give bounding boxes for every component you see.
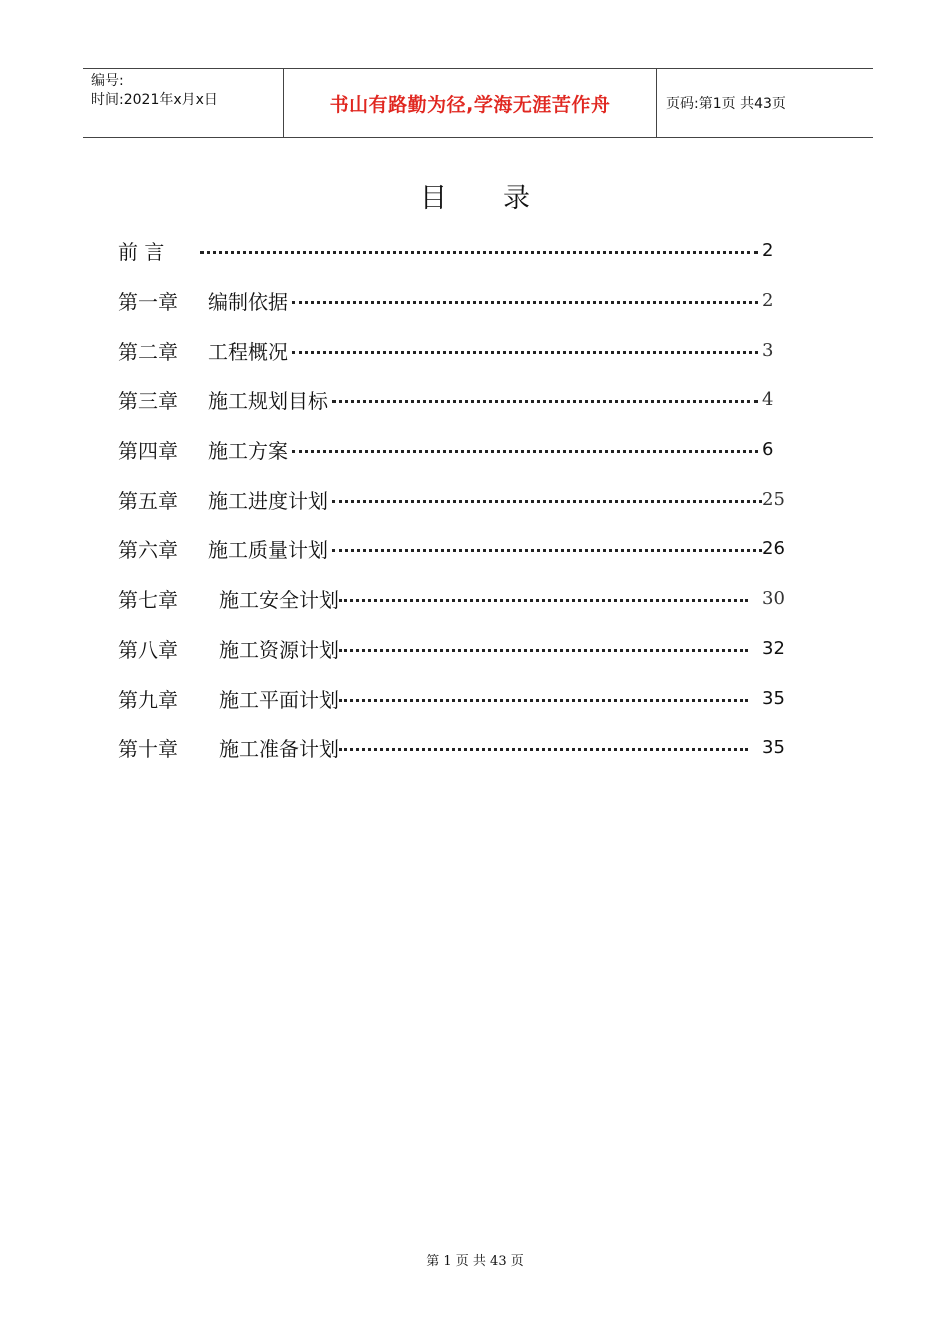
toc-name: 工程概况 bbox=[208, 339, 288, 364]
toc-page: 30 bbox=[762, 588, 785, 610]
toc-row[interactable] bbox=[118, 325, 798, 375]
toc-chapter: 第九章 bbox=[118, 687, 178, 712]
toc-leader bbox=[332, 549, 762, 552]
toc-row[interactable] bbox=[118, 723, 798, 773]
number-label: 编号: bbox=[91, 73, 124, 89]
toc-page: 32 bbox=[762, 637, 785, 659]
toc-title: 目录 bbox=[420, 183, 586, 214]
toc-chapter: 第四章 bbox=[118, 439, 178, 464]
toc-leader bbox=[200, 251, 758, 254]
toc-row[interactable] bbox=[118, 574, 798, 624]
toc-chapter: 第十章 bbox=[118, 737, 178, 762]
toc-leader bbox=[332, 500, 762, 503]
toc-page: 2 bbox=[762, 290, 774, 312]
toc-page: 6 bbox=[762, 439, 774, 461]
toc-page: 2 bbox=[762, 240, 774, 262]
toc-page: 26 bbox=[762, 538, 785, 560]
toc-page: 35 bbox=[762, 737, 785, 759]
toc-leader bbox=[292, 301, 758, 304]
toc-leader bbox=[332, 400, 758, 403]
toc-name: 施工准备计划 bbox=[219, 737, 339, 762]
toc-name: 施工安全计划 bbox=[219, 588, 339, 613]
toc-name: 施工质量计划 bbox=[208, 538, 328, 563]
header-meta bbox=[83, 69, 284, 137]
toc-leader bbox=[292, 450, 758, 453]
toc-leader bbox=[339, 649, 748, 652]
toc-row[interactable] bbox=[118, 226, 798, 276]
toc-leader bbox=[292, 351, 758, 354]
toc-name: 施工资源计划 bbox=[219, 637, 339, 662]
toc-chapter: 第一章 bbox=[118, 290, 178, 315]
toc-name: 编制依据 bbox=[208, 290, 288, 315]
header-page-info: 页码:第1页 共43页 bbox=[666, 96, 786, 112]
toc-chapter: 第六章 bbox=[118, 538, 178, 563]
toc-page: 35 bbox=[762, 687, 785, 709]
toc-row[interactable] bbox=[118, 375, 798, 425]
toc-chapter: 前 言 bbox=[118, 240, 165, 265]
time-label: 时间:2021年x月x日 bbox=[91, 92, 218, 108]
toc-leader bbox=[339, 699, 748, 702]
toc-leader bbox=[339, 599, 748, 602]
page-footer: 第 1 页 共 43 页 bbox=[426, 1254, 524, 1269]
toc-row[interactable] bbox=[118, 474, 798, 524]
toc-chapter: 第五章 bbox=[118, 488, 178, 513]
toc-chapter: 第二章 bbox=[118, 339, 178, 364]
toc-row[interactable] bbox=[118, 276, 798, 326]
toc-chapter: 第八章 bbox=[118, 637, 178, 662]
header-motto: 书山有路勤为径,学海无涯苦作舟 bbox=[284, 69, 657, 137]
toc-page: 4 bbox=[762, 389, 774, 411]
toc-chapter: 第三章 bbox=[118, 389, 178, 414]
table-of-contents bbox=[118, 226, 798, 773]
toc-name: 施工平面计划 bbox=[219, 687, 339, 712]
toc-row[interactable] bbox=[118, 624, 798, 674]
toc-row[interactable] bbox=[118, 425, 798, 475]
toc-row[interactable] bbox=[118, 524, 798, 574]
toc-leader bbox=[339, 748, 748, 751]
toc-chapter: 第七章 bbox=[118, 588, 178, 613]
page-header bbox=[83, 68, 873, 138]
toc-row[interactable] bbox=[118, 673, 798, 723]
toc-name: 施工方案 bbox=[208, 439, 288, 464]
toc-page: 25 bbox=[762, 488, 785, 510]
toc-name: 施工进度计划 bbox=[208, 488, 328, 513]
toc-page: 3 bbox=[762, 339, 774, 361]
toc-name: 施工规划目标 bbox=[208, 389, 328, 414]
